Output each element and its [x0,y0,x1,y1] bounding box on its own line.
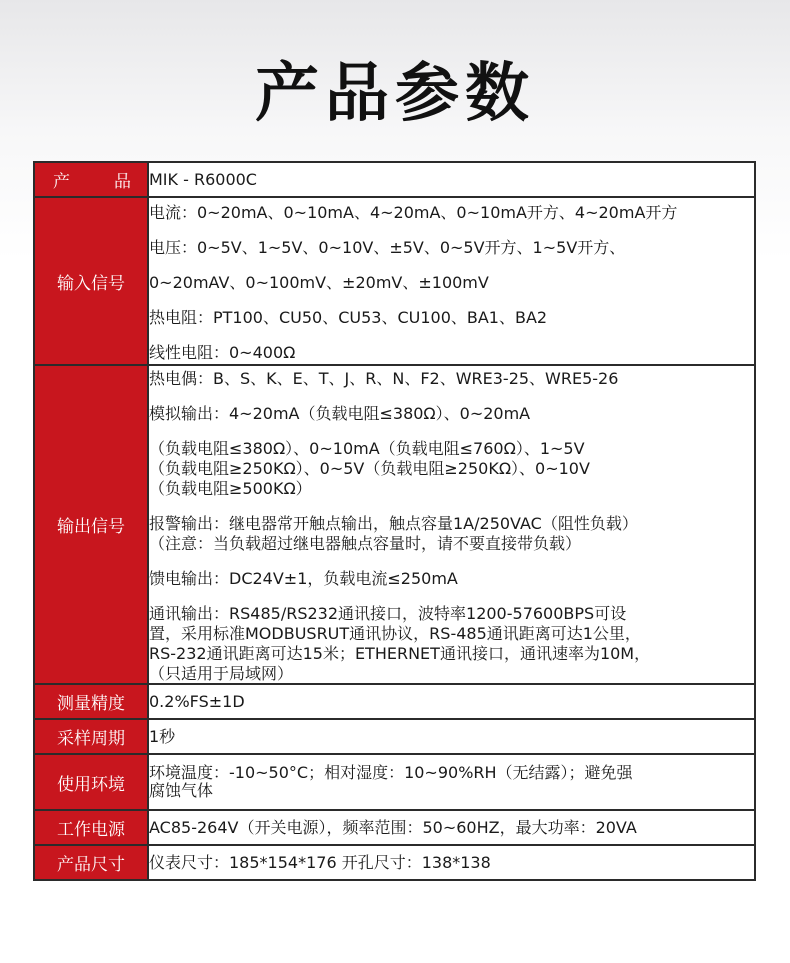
spec-line: （负载电阻≥500KΩ） [149,480,312,498]
spec-line: 模拟输出：4~20mA（负载电阻≤380Ω）、0~20mA [149,405,531,423]
label-product-char-b: 品 [114,172,131,192]
value-output-signal [148,365,755,684]
label-product [34,162,148,197]
spec-group [149,270,754,292]
label-sampling: 采样周期 [34,719,148,754]
spec-line: （注意：当负载超过继电器触点容量时，请不要直接带负载） [149,535,582,553]
label-size: 产品尺寸 [34,845,148,880]
row-input-signal [34,197,755,365]
spec-line: （负载电阻≥250KΩ）、0~5V（负载电阻≥250KΩ）、0~10V [149,460,590,478]
value-size: 仪表尺寸：185*154*176 开孔尺寸：138*138 [148,845,755,880]
spec-group [149,305,754,327]
label-product-char-a: 产 [53,172,70,192]
spec-group [149,401,754,423]
spec-line: （只适用于局域网） [149,665,294,683]
spec-line: 热电阻：PT100、CU50、CU53、CU100、BA1、BA2 [149,309,548,327]
spec-group [149,200,754,222]
row-output-signal [34,365,755,684]
spec-line: 电流：0~20mA、0~10mA、4~20mA、0~10mA开方、4~20mA开方 [149,204,678,222]
value-environment [148,754,755,810]
spec-group [149,511,754,553]
spec-line: 馈电输出：DC24V±1，负载电流≤250mA [149,570,458,588]
spec-group [149,566,754,588]
label-environment: 使用环境 [34,754,148,810]
environment-line: 环境温度：-10~50°C；相对湿度：10~90%RH（无结露）；避免强 [149,764,633,782]
spec-line: 报警输出：继电器常开触点输出，触点容量1A/250VAC（阻性负载） [149,515,638,533]
spec-group [149,235,754,257]
row-size [34,845,755,880]
spec-group [149,366,754,388]
label-power: 工作电源 [34,810,148,845]
spec-line: 热电偶：B、S、K、E、T、J、R、N、F2、WRE3-25、WRE5-26 [149,370,619,388]
spec-line: RS-232通讯距离可达15米；ETHERNET通讯接口，通讯速率为10M， [149,645,651,663]
label-output-signal: 输出信号 [34,365,148,684]
value-power: AC85-264V（开关电源），频率范围：50~60HZ，最大功率：20VA [148,810,755,845]
value-sampling: 1秒 [148,719,755,754]
spec-line: 置，采用标准MODBUSRUT通讯协议，RS-485通讯距离可达1公里， [149,625,641,643]
spec-line: 0~20mAV、0~100mV、±20mV、±100mV [149,274,489,292]
spec-group [149,340,754,362]
value-product: MIK - R6000C [148,162,755,197]
row-power [34,810,755,845]
row-product [34,162,755,197]
page-title: 产品参数 [255,57,535,131]
spec-line: 线性电阻：0~400Ω [149,344,296,362]
row-accuracy [34,684,755,719]
value-accuracy: 0.2%FS±1D [148,684,755,719]
spec-group [149,601,754,683]
row-sampling [34,719,755,754]
label-input-signal: 输入信号 [34,197,148,365]
spec-line: 电压：0~5V、1~5V、0~10V、±5V、0~5V开方、1~5V开方、 [149,239,626,257]
value-input-signal [148,197,755,365]
spec-line: 通讯输出：RS485/RS232通讯接口，波特率1200-57600BPS可设 [149,605,627,623]
row-environment [34,754,755,810]
spec-line: （负载电阻≤380Ω）、0~10mA（负载电阻≤760Ω）、1~5V [149,440,585,458]
spec-table [33,161,756,881]
label-accuracy: 测量精度 [34,684,148,719]
environment-line: 腐蚀气体 [149,782,214,800]
spec-group [149,436,754,498]
